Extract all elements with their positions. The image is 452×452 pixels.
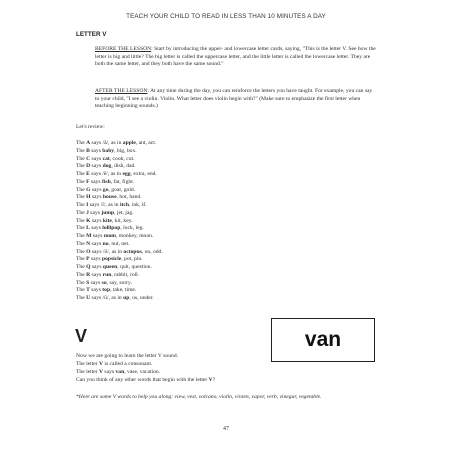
- review-item: The A says /ă/, as in apple, ant, act.: [76, 140, 157, 146]
- after-lesson-paragraph: [95, 88, 377, 111]
- review-item: The K says kite, kit, key.: [76, 217, 133, 224]
- after-lesson-label: AFTER THE LESSON: [95, 88, 148, 94]
- v-line: The letter V says van, vase, vacation.: [76, 369, 161, 375]
- review-item: The F says fish, fat, fight.: [76, 178, 135, 185]
- section-title: LETTER V: [76, 31, 107, 38]
- review-item: The E says /ĕ/, as in egg, extra, end.: [76, 171, 157, 177]
- word-card: [271, 318, 375, 362]
- after-lesson-text: : At any time during the day, you can reinforce the letters you have taught. For example, you can say to your child, "I see a violin. Violin. What letter does violin begin with?" (Make sure to emphasize the first letter when teaching beginning sounds.): [95, 88, 373, 110]
- v-line: Can you think of any other words that begin with the letter V?: [76, 377, 216, 383]
- before-lesson-text: : Start by introducing the upper- and lowercase letter cards, saying, "This is the letter V. See how the letter is big and little? The big letter is called the uppercase letter, and the little letter is called the lowercase letter. They are both the same letter, and they both have the same sound.": [95, 46, 376, 68]
- review-item: The P says popsicle, pot, pin.: [76, 256, 143, 263]
- review-item: The U says /ŭ/, as in up, us, under.: [76, 295, 154, 301]
- review-item: The C says cat, cook, cut.: [76, 155, 135, 162]
- review-item: The T says top, take, time.: [76, 287, 137, 294]
- review-item: The N says no, nut, net.: [76, 240, 130, 247]
- word-hint: *Here are some V words to help you along: view, vest, volcano, violin, vivzen, vapor, verb, vinegar, vegetable.: [76, 394, 322, 400]
- review-item: The S says so, say, sorry.: [76, 279, 132, 286]
- review-item: The O says /ŏ/, as in octopus, on, odd.: [76, 248, 163, 255]
- review-item: The G says go, goat, gold.: [76, 186, 136, 193]
- review-item: The B says baby, big, box.: [76, 147, 137, 154]
- word-card-text: van: [304, 328, 342, 351]
- review-label: Let's review:: [76, 124, 105, 130]
- review-item: The M says mom, monkey, moon.: [76, 233, 154, 239]
- review-list: [76, 140, 163, 303]
- letter-v-lines: [76, 352, 215, 384]
- review-item: The Q says queen, quit, question.: [76, 264, 152, 270]
- page-number: 47: [223, 426, 229, 432]
- v-line: Now we are going to learn the letter V sound.: [76, 353, 179, 359]
- big-letter-heading: V: [75, 326, 88, 346]
- review-item: The D says dog, dish, dad.: [76, 163, 136, 170]
- review-item: The L says lollipop, lock, leg.: [76, 225, 144, 232]
- page-header: TEACH YOUR CHILD TO READ IN LESS THAN 10 MINUTES A DAY: [126, 13, 326, 20]
- review-item: The I says /ĭ/, as in itch, ink, if.: [76, 202, 147, 208]
- before-lesson-paragraph: [95, 46, 377, 69]
- v-line: The letter V is called a consonant.: [76, 361, 153, 367]
- review-item: The J says jump, jet, jag.: [76, 209, 134, 216]
- review-item: The R says run, rabbit, roll.: [76, 271, 140, 278]
- before-lesson-label: BEFORE THE LESSON: [95, 46, 152, 52]
- review-item: The H says house, hot, hand.: [76, 194, 142, 201]
